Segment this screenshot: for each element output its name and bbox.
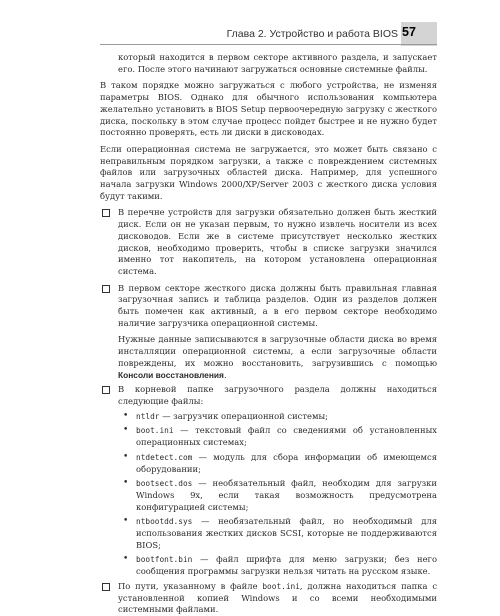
bullet-icon: • (123, 451, 129, 462)
list-item-text: — текстовый файл со сведениями об установленных операционных системах; (136, 425, 437, 448)
file-name: ntdetect.com (136, 452, 193, 462)
bullet-icon: • (123, 425, 129, 436)
page-body (100, 52, 437, 616)
checkbox-item (100, 207, 437, 277)
bullet-icon: • (123, 516, 129, 527)
list-item (100, 554, 437, 577)
paragraph: который находится в первом секторе активного раздела, и запускает его. После этого начинают загружаться основные системные файлы. (118, 52, 437, 74)
file-name: bootsect.dos (136, 479, 193, 489)
checkbox-icon (102, 209, 110, 217)
checkbox-item-text: , должна находиться папка с установленной копией Windows и со всеми необходимыми системными файлами. (118, 580, 438, 615)
file-name: ntldr (136, 411, 160, 421)
list-item (100, 425, 437, 448)
list-item-text: — необязательный файл, но необходимый для использования жестких дисков SCSI, которые не поддерживаются BIOS; (136, 516, 437, 550)
page-number: 57 (402, 25, 416, 39)
checkbox-item-text: В перечне устройств для загрузки обязательно должен быть жесткий диск. Если он не указан первым, то нужно извлечь носители из всех дисководов. Если же в системе присутствует несколько жестких дисков, необходимо проверить, чтобы в списке загрузки значился именно тот накопитель, на котором установлена операционная система. (118, 207, 437, 276)
file-name: bootfont.bin (136, 555, 193, 565)
list-item (100, 411, 437, 423)
paragraph: В таком порядке можно загружаться с любого устройства, не изменяя параметры BIOS. Однако для обычного использования компьютера желательно установить в BIOS Setup первоочередную загрузку с жесткого диска, поскольку в этом случае процесс пойдет быстрее и не нужно будет постоянно проверять, есть ли диски в дисководах. (100, 80, 437, 138)
checkbox-item (100, 384, 437, 407)
list-item (100, 516, 437, 551)
list-item (100, 452, 437, 475)
paragraph-text: Нужные данные записываются в загрузочные области диска во время инсталляции операционной системы, а если загрузочные области повреждены, их можно восстановить, загрузившись с помощью (118, 334, 437, 368)
list-item-text: — файл шрифта для меню загрузки; без него сообщения программы загрузки нельзя читать на русском языке. (136, 554, 437, 577)
list-item-text: — необязательный файл, необходим для загрузки Windows 9x, если такая возможность предусмотрена конфигурацией системы; (136, 478, 437, 512)
list-item (100, 478, 437, 513)
bullet-icon: • (123, 478, 129, 489)
checkbox-icon (102, 285, 110, 293)
checkbox-icon (102, 583, 110, 591)
checkbox-item (100, 283, 437, 330)
file-name: ntbootdd.sys (136, 517, 193, 527)
list-item-text: — модуль для сбора информации об имеющемся оборудовании; (136, 451, 437, 474)
recovery-console-term: Консоли восстановления (118, 369, 224, 380)
checkbox-item-text: В первом секторе жесткого диска должны быть правильная главная загрузочная запись и таблица разделов. Один из разделов должен быть помечен как активный, а в его первом секторе необходимо наличие загрузчика операционной системы. (118, 282, 437, 328)
page-header (0, 22, 500, 46)
header-rule (100, 44, 437, 45)
bullet-icon: • (123, 554, 129, 565)
paragraph-text: . (223, 369, 227, 380)
checkbox-item-text: В корневой папке загрузочного раздела должны находиться следующие файлы: (118, 384, 437, 406)
checkbox-item (100, 581, 437, 616)
list-item-text: — загрузчик операционной системы; (159, 410, 328, 421)
bullet-icon: • (123, 410, 129, 421)
paragraph (100, 334, 437, 381)
file-name: boot.ini (262, 581, 300, 591)
paragraph: Если операционная система не загружается, это может быть связано с неправильным порядком загрузки, а также с повреждением системных файлов или загрузочных областей диска. Например, для успешного начала загрузки Windows 2000/XP/Server 2003 с жесткого диска условия будут такими. (100, 143, 437, 201)
chapter-title: Глава 2. Устройство и работа BIOS (226, 28, 398, 40)
checkbox-item-text: По пути, указанному в файле (118, 580, 263, 591)
file-name: boot.ini (136, 426, 174, 436)
checkbox-icon (102, 386, 110, 394)
